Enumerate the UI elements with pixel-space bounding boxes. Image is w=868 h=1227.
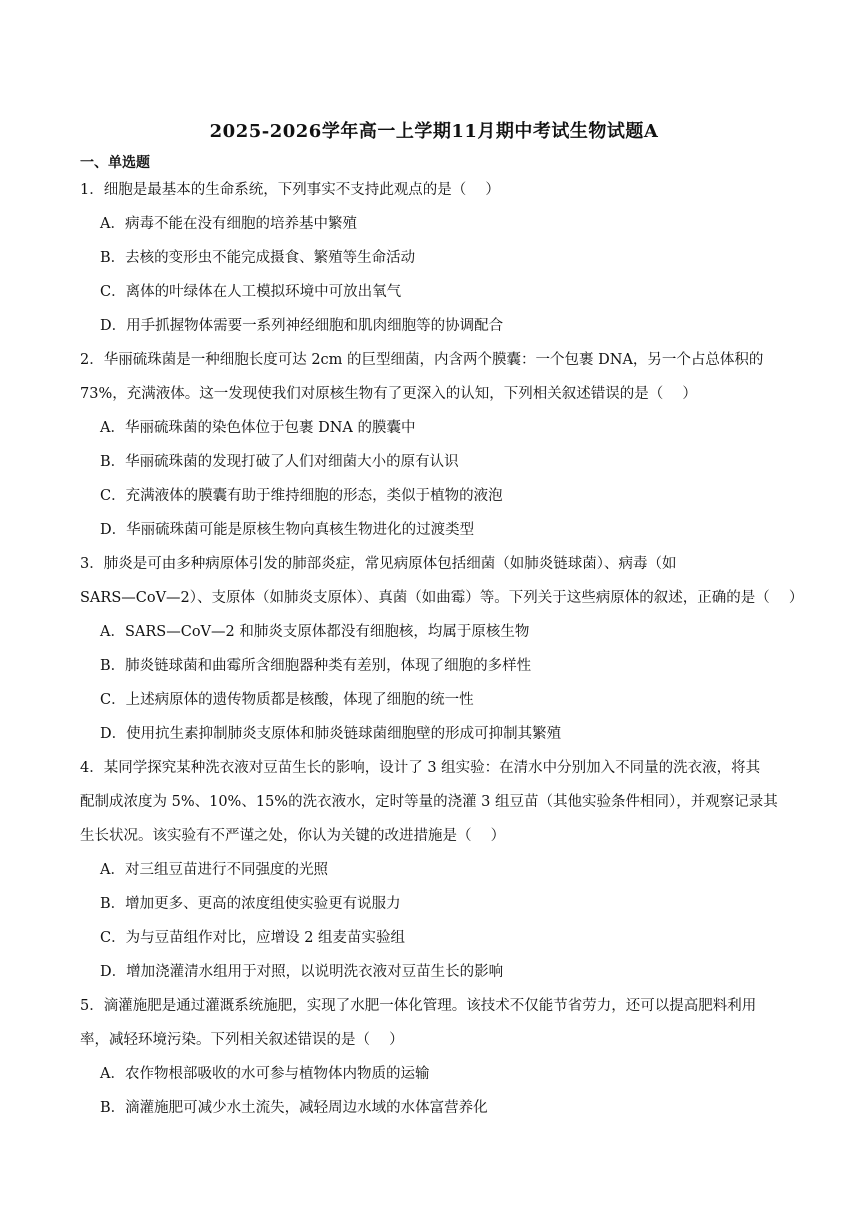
question-4-stem-line-1: 4．某同学探究某种洗衣液对豆苗生长的影响，设计了 3 组实验：在清水中分别加入不同量的洗衣液，将其 xyxy=(80,760,761,776)
section-heading: 一、单选题 xyxy=(80,155,150,171)
question-4-option-a: A．对三组豆苗进行不同强度的光照 xyxy=(100,862,328,878)
question-3-stem-line-1: 3．肺炎是可由多种病原体引发的肺部炎症，常见病原体包括细菌（如肺炎链球菌）、病毒（如 xyxy=(80,556,677,572)
question-4-stem-line-2: 配制成浓度为 5%、10%、15%的洗衣液水，定时等量的浇灌 3 组豆苗（其他实验条件相同），并观察记录其 xyxy=(80,794,778,810)
question-3-stem-line-2: SARS—CoV—2）、支原体（如肺炎支原体）、真菌（如曲霉）等。下列关于这些病原体的叙述，正确的是（ ） xyxy=(80,590,804,606)
question-3-option-b: B．肺炎链球菌和曲霉所含细胞器种类有差别，体现了细胞的多样性 xyxy=(100,658,532,674)
question-2-option-d: D．华丽硫珠菌可能是原核生物向真核生物进化的过渡类型 xyxy=(100,522,475,538)
question-2-option-c: C．充满液体的膜囊有助于维持细胞的形态，类似于植物的液泡 xyxy=(100,488,503,504)
question-1-stem: 1．细胞是最基本的生命系统，下列事实不支持此观点的是（ ） xyxy=(80,182,500,198)
question-2-stem-line-2: 73%，充满液体。这一发现使我们对原核生物有了更深入的认知，下列相关叙述错误的是（ ） xyxy=(80,386,697,402)
question-3-option-c: C．上述病原体的遗传物质都是核酸，体现了细胞的统一性 xyxy=(100,692,474,708)
question-2-option-b: B．华丽硫珠菌的发现打破了人们对细菌大小的原有认识 xyxy=(100,454,459,470)
question-1-option-a: A．病毒不能在没有细胞的培养基中繁殖 xyxy=(100,216,357,232)
question-5-option-b: B．滴灌施肥可减少水土流失，减轻周边水域的水体富营养化 xyxy=(100,1100,488,1116)
question-4-option-b: B．增加更多、更高的浓度组使实验更有说服力 xyxy=(100,896,401,912)
question-4-option-c: C．为与豆苗组作对比，应增设 2 组麦苗实验组 xyxy=(100,930,406,946)
question-1-option-d: D．用手抓握物体需要一系列神经细胞和肌肉细胞等的协调配合 xyxy=(100,318,504,334)
question-4-stem-line-3: 生长状况。该实验有不严谨之处，你认为关键的改进措施是（ ） xyxy=(80,828,506,844)
page-title: 2025-2026学年高一上学期11月期中考试生物试题A xyxy=(209,121,659,142)
question-2-option-a: A．华丽硫珠菌的染色体位于包裹 DNA 的膜囊中 xyxy=(100,420,416,436)
question-1-option-b: B．去核的变形虫不能完成摄食、繁殖等生命活动 xyxy=(100,250,416,266)
question-5-option-a: A．农作物根部吸收的水可参与植物体内物质的运输 xyxy=(100,1066,430,1082)
question-4-option-d: D．增加浇灌清水组用于对照，以说明洗衣液对豆苗生长的影响 xyxy=(100,964,504,980)
question-1-option-c: C．离体的叶绿体在人工模拟环境中可放出氧气 xyxy=(100,284,402,300)
question-2-stem-line-1: 2．华丽硫珠菌是一种细胞长度可达 2cm 的巨型细菌，内含两个膜囊：一个包裹 DNA，另一个占总体积的 xyxy=(80,352,764,368)
question-5-stem-line-1: 5．滴灌施肥是通过灌溉系统施肥，实现了水肥一体化管理。该技术不仅能节省劳力，还可以提高肥料利用 xyxy=(80,998,757,1014)
question-3-option-a: A．SARS—CoV—2 和肺炎支原体都没有细胞核，均属于原核生物 xyxy=(100,624,530,640)
question-3-option-d: D．使用抗生素抑制肺炎支原体和肺炎链球菌细胞壁的形成可抑制其繁殖 xyxy=(100,726,562,742)
question-5-stem-line-2: 率，减轻环境污染。下列相关叙述错误的是（ ） xyxy=(80,1032,404,1048)
